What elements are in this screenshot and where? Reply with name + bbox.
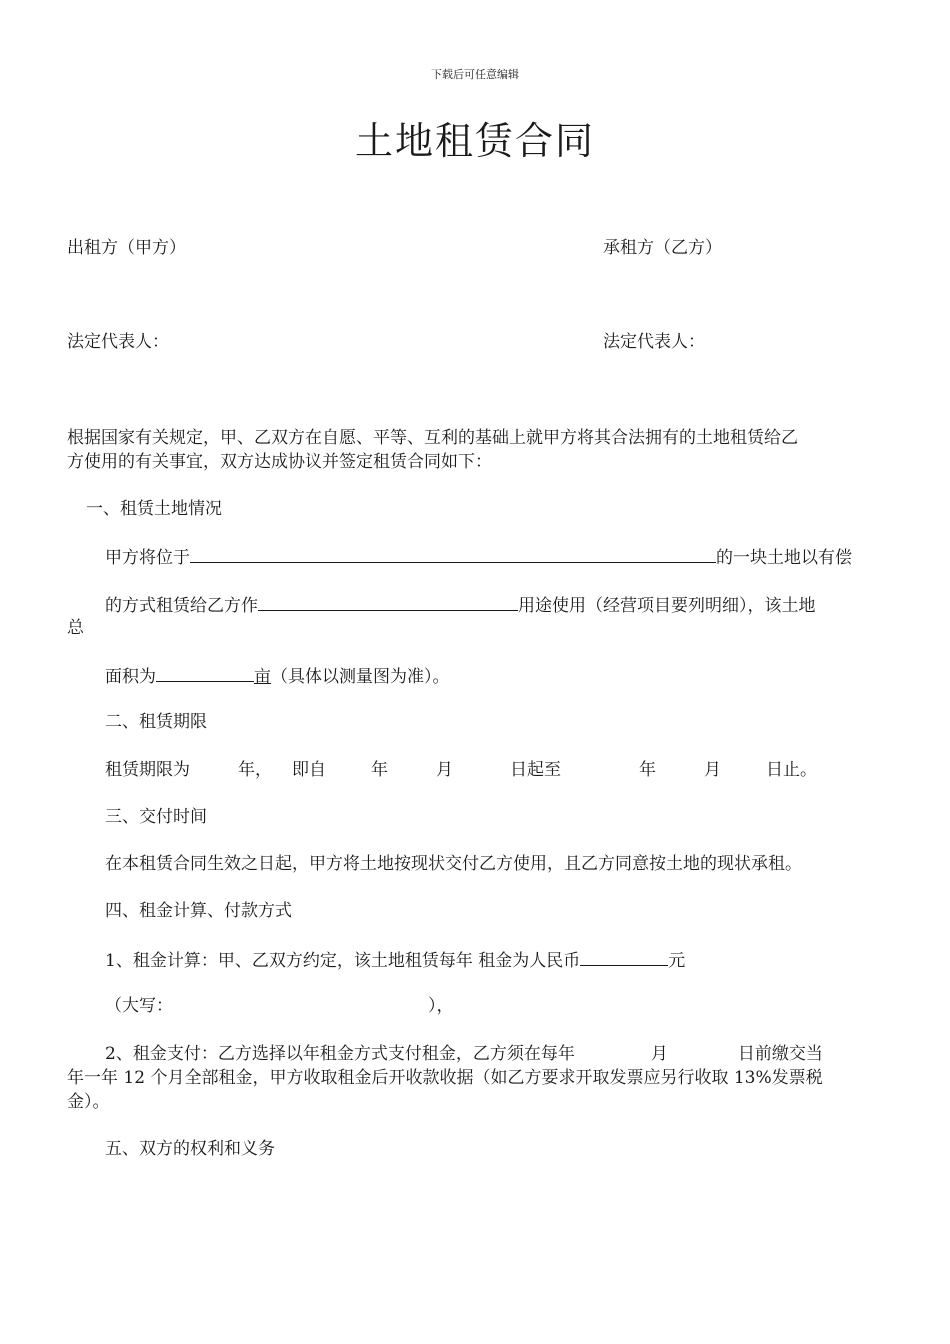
- rent-unit: 元: [668, 951, 686, 971]
- rent-capital-open: （大写：: [105, 996, 173, 1016]
- rent-amount-blank[interactable]: [580, 947, 668, 966]
- rent-calculation-prefix: 1、租金计算：甲、乙双方约定，该土地租赁每年 租金为人民币: [105, 951, 581, 971]
- land-area-blank[interactable]: [156, 663, 254, 682]
- start-day-label: 日起至: [510, 760, 561, 780]
- section-4-heading: 四、租金计算、付款方式: [105, 901, 292, 921]
- term-label: 租赁期限为: [105, 760, 190, 780]
- land-use-prefix: 的方式租赁给乙方作: [105, 596, 258, 616]
- start-month-label: 月: [436, 760, 453, 780]
- lessee-label: 承租方（乙方）: [603, 238, 722, 258]
- end-day-label: 日止。: [766, 760, 817, 780]
- land-use-wrap: 总: [67, 618, 84, 638]
- land-location-line: [105, 544, 852, 570]
- rent-payment-prefix: 2、租金支付：乙方选择以年租金方式支付租金，乙方须在每年: [105, 1044, 575, 1064]
- land-use-line: [105, 592, 816, 618]
- land-location-suffix: 的一块土地以有偿: [716, 548, 852, 568]
- delivery-text: 在本租赁合同生效之日起，甲方将土地按现状交付乙方使用，且乙方同意按土地的现状承租。: [105, 854, 802, 874]
- land-area-suffix: （具体以测量图为准）。: [271, 667, 450, 687]
- term-years-label: 年，: [238, 760, 272, 780]
- rent-payment-line-1: [105, 1042, 823, 1066]
- intro-line-1: 根据国家有关规定，甲、乙双方在自愿、平等、互利的基础上就甲方将其合法拥有的土地租赁给乙: [67, 428, 798, 448]
- land-area-prefix: 面积为: [105, 667, 156, 687]
- lease-term-line: [105, 758, 817, 782]
- end-year-label: 年: [639, 760, 656, 780]
- rent-payment-day: 日前缴交当: [737, 1044, 823, 1064]
- land-use-blank[interactable]: [258, 592, 518, 611]
- land-use-suffix: 用途使用（经营项目要列明细），该土地: [518, 596, 816, 616]
- land-area-line: [105, 663, 450, 689]
- section-5-heading: 五、双方的权利和义务: [105, 1139, 275, 1159]
- section-3-heading: 三、交付时间: [105, 807, 207, 827]
- lessee-representative-label: 法定代表人：: [603, 332, 705, 352]
- rent-payment-line-2: 年一年 12 个月全部租金，甲方收取租金后开收款收据（如乙方要求开取发票应另行收取 13%发票税: [67, 1068, 823, 1088]
- header-note: 下载后可任意编辑: [431, 68, 519, 81]
- section-1-heading: 一、租赁土地情况: [86, 499, 222, 519]
- rent-payment-line-3: 金）。: [67, 1092, 110, 1112]
- land-location-blank[interactable]: [190, 544, 716, 563]
- end-month-label: 月: [704, 760, 721, 780]
- rent-payment-month: 月: [650, 1044, 668, 1064]
- rent-calculation-line: [105, 947, 685, 973]
- lessor-representative-label: 法定代表人：: [67, 332, 169, 352]
- section-2-heading: 二、租赁期限: [105, 712, 207, 732]
- lessor-label: 出租方（甲方）: [67, 238, 186, 258]
- rent-capital-line: [105, 994, 454, 1018]
- start-year-label: 年: [371, 760, 388, 780]
- land-area-unit: 亩: [254, 667, 271, 687]
- rent-capital-close: ），: [428, 996, 454, 1016]
- land-location-prefix: 甲方将位于: [105, 548, 190, 568]
- document-title: 土地租赁合同: [354, 119, 595, 163]
- intro-line-2: 方使用的有关事宜，双方达成协议并签定租赁合同如下：: [67, 452, 492, 472]
- term-from-label: 即自: [292, 760, 326, 780]
